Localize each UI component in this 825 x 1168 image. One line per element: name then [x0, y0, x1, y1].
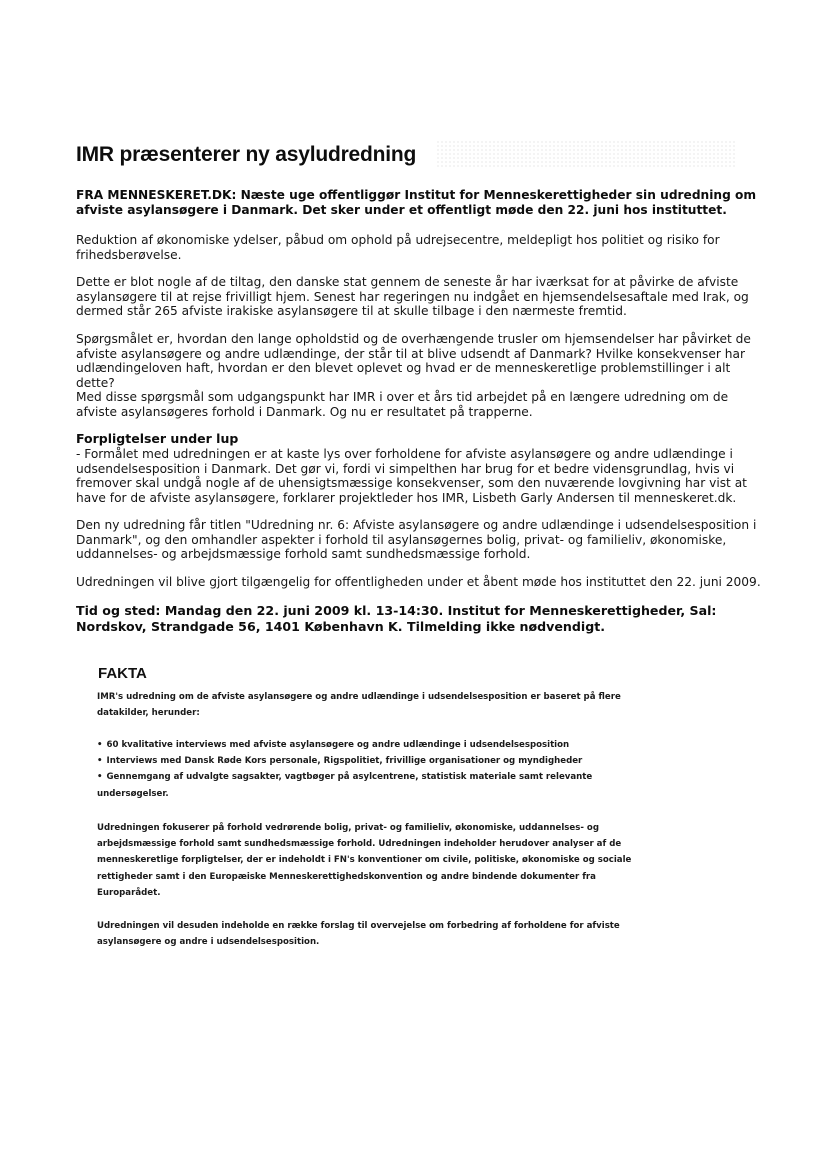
- article-intro: FRA MENNESKERET.DK: Næste uge offentliggør Institut for Menneskerettigheder sin udredning om afviste asylansøgere i Danmark. Det sker under et offentligt møde den 22. juni hos instituttet.: [76, 188, 757, 217]
- list-item: [97, 753, 642, 769]
- fakta-paragraph-2: Udredningen vil desuden indeholde en række forslag til overvejelse om forbedring af forholdene for afviste asylansøgere og andre i udsendelsesposition.: [97, 921, 620, 948]
- scan-noise: [436, 140, 736, 168]
- bullet-text: Gennemgang af udvalgte sagsakter, vagtbøger på asylcentrene, statistisk materiale samt relevante undersøgelser.: [97, 772, 593, 799]
- paragraph-3: Spørgsmålet er, hvordan den lange opholdstid og de overhængende trusler om hjemsendelser har påvirket de afviste asylansøgere og andre udlændinge, der står til at blive udsendt af Danmark? Hvilke konsekvenser har udlændingeloven haft, hvordan er den blevet oplevet og hvad er de menneskeretlige problemstillinger i alt dette?: [76, 332, 751, 390]
- fakta-lead: IMR's udredning om de afviste asylansøgere og andre udlændinge i udsendelsesposition er baseret på flere datakilder, herunder:: [97, 692, 621, 719]
- list-item: [97, 737, 642, 753]
- bullet-icon: •: [97, 772, 103, 783]
- fakta-bullet-list: [97, 737, 642, 802]
- paragraph-2: Dette er blot nogle af de tiltag, den danske stat gennem de seneste år har iværksat for at påvirke de afviste asylansøgere til at rejse frivilligt hjem. Senest har regeringen nu indgået en hjemsendelsesaftale med Irak, og dermed står 265 afviste irakiske asylansøgere til at skulle tilbage i den nærmeste fremtid.: [76, 275, 749, 318]
- list-item: [97, 769, 642, 801]
- paragraph-1: Reduktion af økonomiske ydelser, påbud om ophold på udrejsecentre, meldepligt hos politiet og risiko for frihedsberøvelse.: [76, 233, 720, 262]
- bullet-text: Interviews med Dansk Røde Kors personale, Rigspolitiet, frivillige organisationer og myndigheder: [106, 756, 583, 767]
- bullet-icon: •: [97, 740, 103, 750]
- paragraph-6: Den ny udredning får titlen "Udredning nr. 6: Afviste asylansøgere og andre udlændinge i udsendelsesposition i Danmark", og den omhandler aspekter i forhold til asylansøgernes bolig, privat- og familieliv, økonomiske, uddannelses- og arbejdsmæssige forhold samt sundhedsmæssige forhold.: [76, 518, 757, 561]
- bullet-icon: •: [97, 756, 103, 767]
- paragraph-4: Med disse spørgsmål som udgangspunkt har IMR i over et års tid arbejdet på en længere udredning om de afviste asylansøgeres forhold i Danmark. Og nu er resultatet på trapperne.: [76, 390, 729, 419]
- article-title: IMR præsenterer ny asyludredning: [76, 143, 417, 166]
- time-and-place: Tid og sted: Mandag den 22. juni 2009 kl. 13-14:30. Institut for Menneskerettigheder, Sal: Nordskov, Strandgade 56, 1401 København K. Tilmelding ikke nødvendigt.: [76, 603, 717, 634]
- bullet-text: 60 kvalitative interviews med afviste asylansøgere og andre udlændinge i udsendelsesposition: [106, 740, 570, 750]
- section-subheading: Forpligtelser under lup: [76, 431, 239, 446]
- fakta-heading: FAKTA: [98, 665, 147, 682]
- paragraph-5: - Formålet med udredningen er at kaste lys over forholdene for afviste asylansøgere og andre udlændinge i udsendelsesposition i Danmark. Det gør vi, fordi vi simpelthen har brug for et bedre vidensgrundlag, hvis vi fremover skal undgå nogle af de uhensigtsmæssige konsekvenser, som den nuværende lovgivning har vist at have for de afviste asylansøgere, forklarer projektleder hos IMR, Lisbeth Garly Andersen til menneskeret.dk.: [76, 447, 747, 505]
- paragraph-7: Udredningen vil blive gjort tilgængelig for offentligheden under et åbent møde hos instituttet den 22. juni 2009.: [76, 575, 761, 589]
- fakta-paragraph-1: Udredningen fokuserer på forhold vedrørende bolig, privat- og familieliv, økonomiske, uddannelses- og arbejdsmæssige forhold samt sundhedsmæssige forhold. Udredningen indeholder herudover analyser af de menneskeretlige forpligtelser, der er indeholdt i FN's konventioner om civile, politiske, økonomiske og sociale rettigheder samt i den Europæiske Menneskerettighedskonvention og andre bindende dokumenter fra Europarådet.: [97, 823, 632, 898]
